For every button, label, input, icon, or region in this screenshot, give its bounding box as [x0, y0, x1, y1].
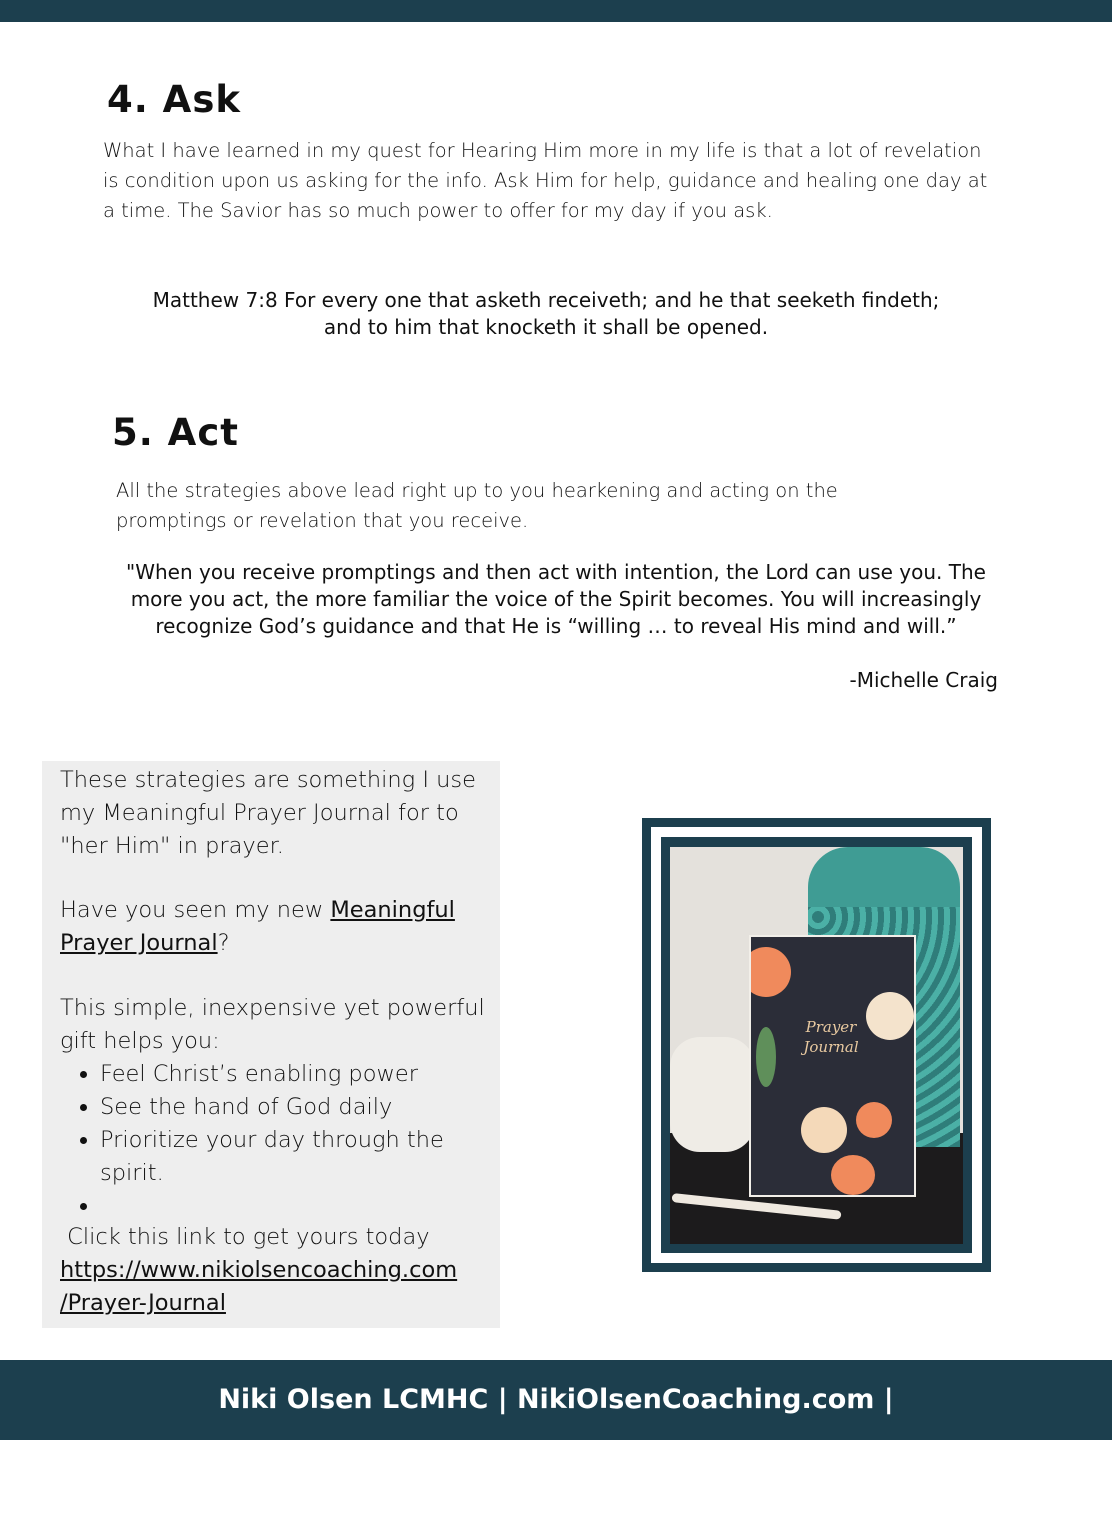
section-heading-ask: 4. Ask: [107, 78, 241, 121]
gift-intro: This simple, inexpensive yet powerful gift helps you:: [60, 995, 485, 1054]
list-item: • Feel Christ’s enabling power: [100, 1058, 490, 1091]
journal-link[interactable]: Meaningful Prayer Journal: [60, 897, 455, 956]
url-part-2: /Prayer-Journal: [60, 1290, 226, 1316]
journal-cover: [749, 935, 916, 1197]
top-bar: [0, 0, 1112, 22]
quote-attribution: -Michelle Craig: [849, 668, 998, 692]
promo-box: [42, 761, 500, 1328]
section-heading-act: 5. Act: [112, 411, 239, 454]
cta-text: Click this link to get yours today: [60, 1224, 430, 1250]
wood-sculpture: [670, 1037, 755, 1152]
prayer-journal-photo: [670, 847, 963, 1244]
promo-intro: These strategies are something I use my Meaningful Prayer Journal for to "her Him" in prayer.: [60, 767, 476, 859]
promo-question: [60, 894, 490, 960]
pen: [672, 1193, 842, 1220]
photo-frame: [642, 818, 991, 1272]
question-text: Have you seen my new: [60, 897, 331, 923]
scripture-line-2: and to him that knocketh it shall be opened.: [323, 315, 769, 339]
scripture-line-1: Matthew 7:8 For every one that asketh receiveth; and he that seeketh findeth;: [152, 288, 940, 312]
footer: Niki Olsen LCMHC | NikiOlsenCoaching.com | Niki@NikiOlsencCoaching.com: [0, 1360, 1112, 1440]
journal-title: Prayer Journal: [803, 1018, 859, 1056]
list-item: [100, 1190, 490, 1223]
craig-quote: "When you receive promptings and then act with intention, the Lord can use you. The more you act, the more familiar the voice of the Spirit becomes. You will increasingly recognize God’s guidance and that He is “willing … to reveal His mind and will.”: [126, 560, 986, 638]
list-item: • Prioritize your day through the spirit.: [100, 1124, 490, 1190]
url-link-wrap: [60, 1254, 490, 1320]
scripture-quote: [60, 287, 1032, 341]
question-mark: ?: [217, 930, 230, 956]
act-body: All the strategies above lead right up to you hearkening and acting on the promptings or revelation that you receive.: [116, 479, 838, 532]
list-item: • See the hand of God daily: [100, 1091, 490, 1124]
benefit-list: [60, 1058, 490, 1223]
url-part-1: https://www.nikiolsencoaching.com: [60, 1257, 458, 1283]
prayer-journal-url-link[interactable]: [60, 1257, 457, 1316]
ask-body: What I have learned in my quest for Hearing Him more in my life is that a lot of revelation is condition upon us asking for the info. Ask Him for help, guidance and healing one day at a time. The Savior has so much power to offer for my day if you ask.: [103, 139, 988, 222]
